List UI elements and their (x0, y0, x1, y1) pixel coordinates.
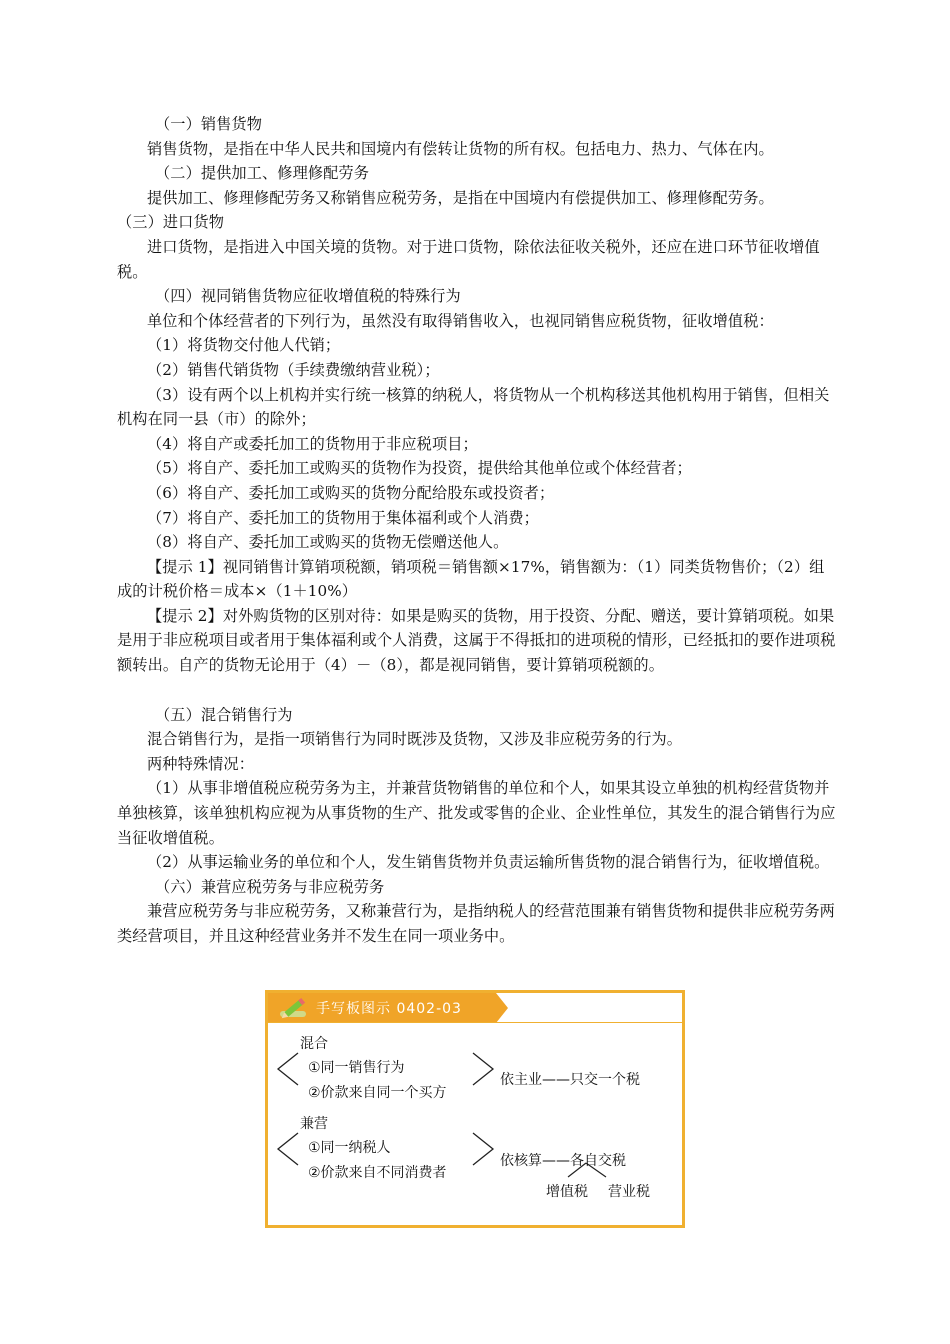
paragraph: （二）提供加工、修理修配劳务 (155, 164, 370, 183)
mixed-result: 依主业——只交一个税 (500, 1072, 640, 1088)
mixed-item-2: ②价款来自同一个买方 (308, 1085, 447, 1101)
paragraph: （四）视同销售货物应征收增值税的特殊行为 (155, 287, 461, 306)
mixed-item-1: ①同一销售行为 (308, 1060, 405, 1076)
paragraph: （一）销售货物 (155, 115, 263, 133)
paragraph: （五）混合销售行为 (155, 705, 293, 724)
tax-vat: 增值税 (546, 1184, 588, 1200)
paragraph: 混合销售行为，是指一项销售行为同时既涉及货物，又涉及非应税劳务的行为。 (147, 730, 683, 749)
paragraph: 【提示 1】视同销售计算销项税额，销项税＝销售额×17%，销售额为：（1）同类货物售价；（2）组成的计税价格＝成本×（1＋10%） (117, 557, 825, 601)
paragraph: （4）将自产或委托加工的货物用于非应税项目； (147, 434, 478, 453)
paragraph: （1）将货物交付他人代销； (147, 336, 341, 355)
tax-business: 营业税 (608, 1184, 650, 1200)
paragraph: 两种特殊情况： (147, 754, 255, 773)
paragraph: （1）从事非增值税应税劳务为主，并兼营货物销售的单位和个人，如果其设立单独的机构经营货物并单独核算，该单独机构应视为从事货物的生产、批发或零售的企业、企业性单位，其发生的混合销售行为应当征收增值税。 (117, 779, 836, 847)
paragraph: （7）将自产、委托加工的货物用于集体福利或个人消费； (147, 508, 539, 527)
figure-title: 手写板图示 0402-03 (316, 1001, 462, 1017)
paragraph: 进口货物，是指进入中国关境的货物。对于进口货物，除依法征收关税外，还应在进口环节征收增值税。 (117, 237, 820, 281)
concurrent-item-1: ①同一纳税人 (308, 1140, 391, 1156)
concurrent-heading: 兼营 (300, 1116, 328, 1132)
paragraph: （六）兼营应税劳务与非应税劳务 (155, 877, 385, 896)
paragraph: （6）将自产、委托加工或购买的货物分配给股东或投资者； (147, 483, 555, 502)
paragraph: （三）进口货物 (117, 213, 225, 232)
paragraph: （3）设有两个以上机构并实行统一核算的纳税人，将货物从一个机构移送其他机构用于销售，但相关机构在同一县（市）的除外； (117, 385, 830, 429)
paragraph: （2）从事运输业务的单位和个人，发生销售货物并负责运输所售货物的混合销售行为，征收增值税。 (147, 853, 830, 872)
paragraph: 提供加工、修理修配劳务又称销售应税劳务，是指在中国境内有偿提供加工、修理修配劳务。 (147, 188, 774, 207)
mixed-heading: 混合 (300, 1036, 328, 1052)
paragraph: （5）将自产、委托加工或购买的货物作为投资，提供给其他单位或个体经营者； (147, 459, 692, 478)
paragraph: 单位和个体经营者的下列行为，虽然没有取得销售收入，也视同销售应税货物，征收增值税： (147, 311, 774, 330)
document-body (117, 112, 839, 949)
blank-line (117, 678, 839, 703)
paragraph: 销售货物，是指在中华人民共和国境内有偿转让货物的所有权。包括电力、热力、气体在内。 (147, 139, 774, 158)
paragraph: （8）将自产、委托加工或购买的货物无偿赠送他人。 (147, 533, 509, 552)
concurrent-item-2: ②价款来自不同消费者 (308, 1165, 447, 1181)
paragraph: 【提示 2】对外购货物的区别对待：如果是购买的货物，用于投资、分配、赠送，要计算销项税。如果是用于非应税项目或者用于集体福利或个人消费，这属于不得抵扣的进项税的情形，已经抵扣的要作进项税额转出。自产的货物无论用于（4）－（8），都是视同销售，要计算销项税额的。 (117, 606, 836, 675)
concurrent-result: 依核算——各自交税 (500, 1153, 626, 1169)
paragraph: 兼营应税劳务与非应税劳务，又称兼营行为，是指纳税人的经营范围兼有销售货物和提供非应税劳务两类经营项目，并且这种经营业务并不发生在同一项业务中。 (117, 902, 835, 945)
paragraph: （2）销售代销货物（手续费缴纳营业税）； (147, 360, 440, 379)
handwriting-board-figure (265, 990, 685, 1228)
